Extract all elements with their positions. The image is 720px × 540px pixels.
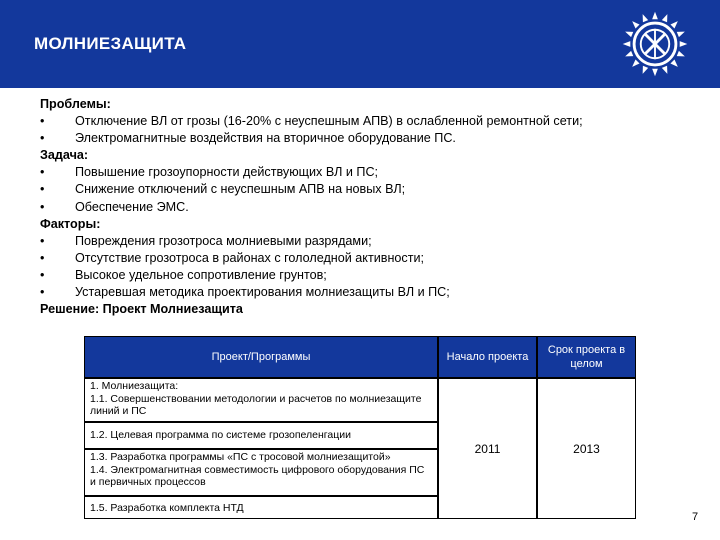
page-number: 7 (692, 511, 699, 523)
table-row: 1.3. Разработка программы «ПС с тросовой молниезащитой» 1.4. Электромагнитная совместимость цифрового оборудования ПС и первичных процессов (84, 449, 438, 496)
content-body (40, 96, 700, 318)
header-start: Начало проекта (438, 336, 537, 378)
table-row: 1.2. Целевая программа по системе грозопеленгации (84, 422, 438, 449)
table-row: 1.5. Разработка комплекта НТД (84, 496, 438, 519)
start-year-value: 2011 (438, 378, 537, 519)
list-item: • Устаревшая методика проектирования молниезащиты ВЛ и ПС; (40, 285, 450, 300)
header-term: Срок проекта в целом (537, 336, 636, 378)
problems-heading: Проблемы: (40, 97, 111, 111)
project-table (84, 336, 636, 519)
solution-heading: Решение: Проект Молниезащита (40, 302, 243, 317)
list-item: • Высокое удельное сопротивление грунтов; (40, 267, 327, 282)
term-year-value: 2013 (537, 378, 636, 519)
table-row: 1. Молниезащита: 1.1. Совершенствовании методологии и расчетов по молниезащите линий и ПС (84, 378, 438, 422)
task-heading: Задача: (40, 148, 89, 163)
list-item: • Повышение грозоупорности действующих ВЛ и ПС; (40, 165, 379, 180)
factors-heading: Факторы: (40, 216, 101, 231)
header-project: Проект/Программы (84, 336, 438, 378)
list-item: • Электромагнитные воздействия на вторичное оборудование ПС. (40, 131, 456, 146)
list-item: • Снижение отключений с неуспешным АПВ на новых ВЛ; (40, 182, 406, 197)
list-item: • Обеспечение ЭМС. (40, 199, 189, 214)
sun-emblem-icon (617, 6, 693, 82)
title-banner (0, 0, 720, 88)
page-title: МОЛНИЕЗАЩИТА (34, 34, 187, 53)
list-item: • Повреждения грозотроса молниевыми разрядами; (40, 233, 372, 248)
list-item: • Отсутствие грозотроса в районах с гололедной активности; (40, 250, 425, 265)
list-item: • Отключение ВЛ от грозы (16-20% с неуспешным АПВ) в ослабленной ремонтной сети; (40, 114, 583, 129)
